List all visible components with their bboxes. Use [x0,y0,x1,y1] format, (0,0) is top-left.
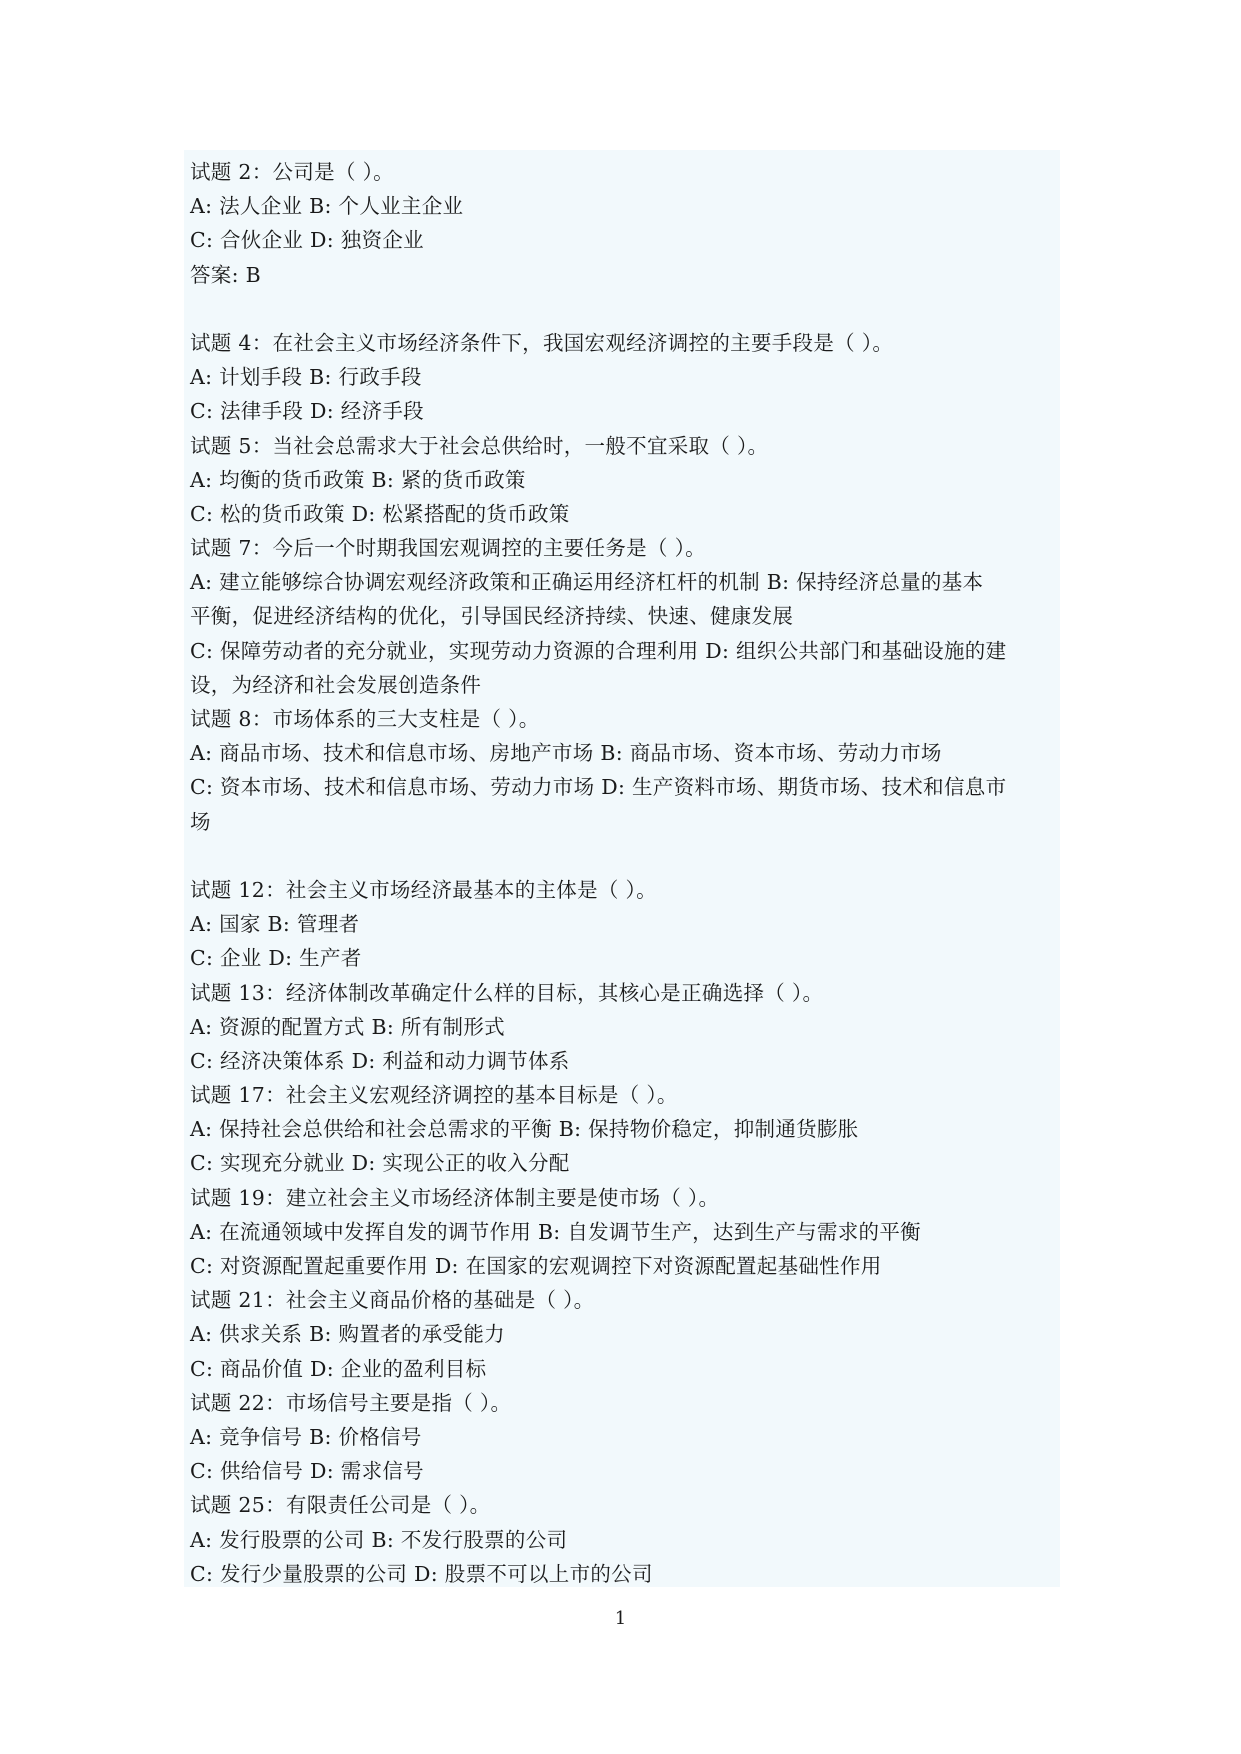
option-line: C: 法律手段 D: 经济手段 [190,399,424,424]
blank-line [190,839,1060,873]
option-line: C: 实现充分就业 D: 实现公正的收入分配 [190,1151,570,1176]
option-line: A: 法人企业 B: 个人业主企业 [190,194,464,219]
question-line: 试题 4：在社会主义市场经济条件下，我国宏观经济调控的主要手段是（ ）。 [190,330,894,355]
option-line-continued: 平衡，促进经济结构的优化，引导国民经济持续、快速、健康发展 [190,604,794,629]
question-line: 试题 12：社会主义市场经济最基本的主体是（ ）。 [190,877,657,902]
question-line: 试题 17：社会主义宏观经济调控的基本目标是（ ）。 [190,1083,678,1108]
question-list [190,155,1060,1591]
option-line: A: 发行股票的公司 B: 不发行股票的公司 [190,1527,568,1552]
blank-line [190,292,1060,326]
option-line: A: 供求关系 B: 购置者的承受能力 [190,1322,505,1347]
option-line: A: 在流通领域中发挥自发的调节作用 B: 自发调节生产，达到生产与需求的平衡 [190,1219,921,1244]
question-line: 试题 25：有限责任公司是（ ）。 [190,1493,491,1518]
option-line: C: 企业 D: 生产者 [190,946,362,971]
option-line: C: 供给信号 D: 需求信号 [190,1459,424,1484]
option-line: A: 保持社会总供给和社会总需求的平衡 B: 保持物价稳定，抑制通货膨胀 [190,1117,859,1142]
option-line: C: 发行少量股票的公司 D: 股票不可以上市的公司 [190,1561,653,1586]
option-line: C: 对资源配置起重要作用 D: 在国家的宏观调控下对资源配置起基础性作用 [190,1254,882,1278]
option-line: C: 合伙企业 D: 独资企业 [190,228,424,253]
question-line: 试题 7：今后一个时期我国宏观调控的主要任务是（ ）。 [190,536,706,561]
answer-line: 答案: B [190,262,261,287]
question-line: 试题 13：经济体制改革确定什么样的目标，其核心是正确选择（ ）。 [190,980,824,1005]
option-line: A: 商品市场、技术和信息市场、房地产市场 B: 商品市场、资本市场、劳动力市场 [190,741,942,766]
option-line: C: 经济决策体系 D: 利益和动力调节体系 [190,1048,570,1073]
option-line: A: 计划手段 B: 行政手段 [190,365,422,390]
question-line: 试题 21：社会主义商品价格的基础是（ ）。 [190,1288,595,1313]
option-line: C: 商品价值 D: 企业的盈利目标 [190,1356,487,1381]
question-line: 试题 8：市场体系的三大支柱是（ ）。 [190,707,540,731]
option-line: A: 均衡的货币政策 B: 紧的货币政策 [190,467,526,492]
question-line: 试题 22：市场信号主要是指（ ）。 [190,1390,512,1415]
option-line-continued: 场 [190,809,211,834]
option-line: A: 竞争信号 B: 价格信号 [190,1424,422,1449]
option-line: A: 建立能够综合协调宏观经济政策和正确运用经济杠杆的机制 B: 保持经济总量的基本 [190,570,984,595]
option-line: C: 保障劳动者的充分就业，实现劳动力资源的合理利用 D: 组织公共部门和基础设施的建 [190,638,1007,663]
option-line: C: 资本市场、技术和信息市场、劳动力市场 D: 生产资料市场、期货市场、技术和信息市 [190,775,1007,800]
question-line: 试题 2：公司是（ ）。 [190,160,394,184]
question-line: 试题 5：当社会总需求大于社会总供给时，一般不宜采取（ ）。 [190,433,769,458]
option-line: A: 国家 B: 管理者 [190,912,360,937]
option-line: A: 资源的配置方式 B: 所有制形式 [190,1014,505,1039]
question-line: 试题 19：建立社会主义市场经济体制主要是使市场（ ）。 [190,1185,720,1210]
page-number: 1 [614,1608,627,1629]
option-line-continued: 设，为经济和社会发展创造条件 [190,672,482,697]
option-line: C: 松的货币政策 D: 松紧搭配的货币政策 [190,501,570,526]
